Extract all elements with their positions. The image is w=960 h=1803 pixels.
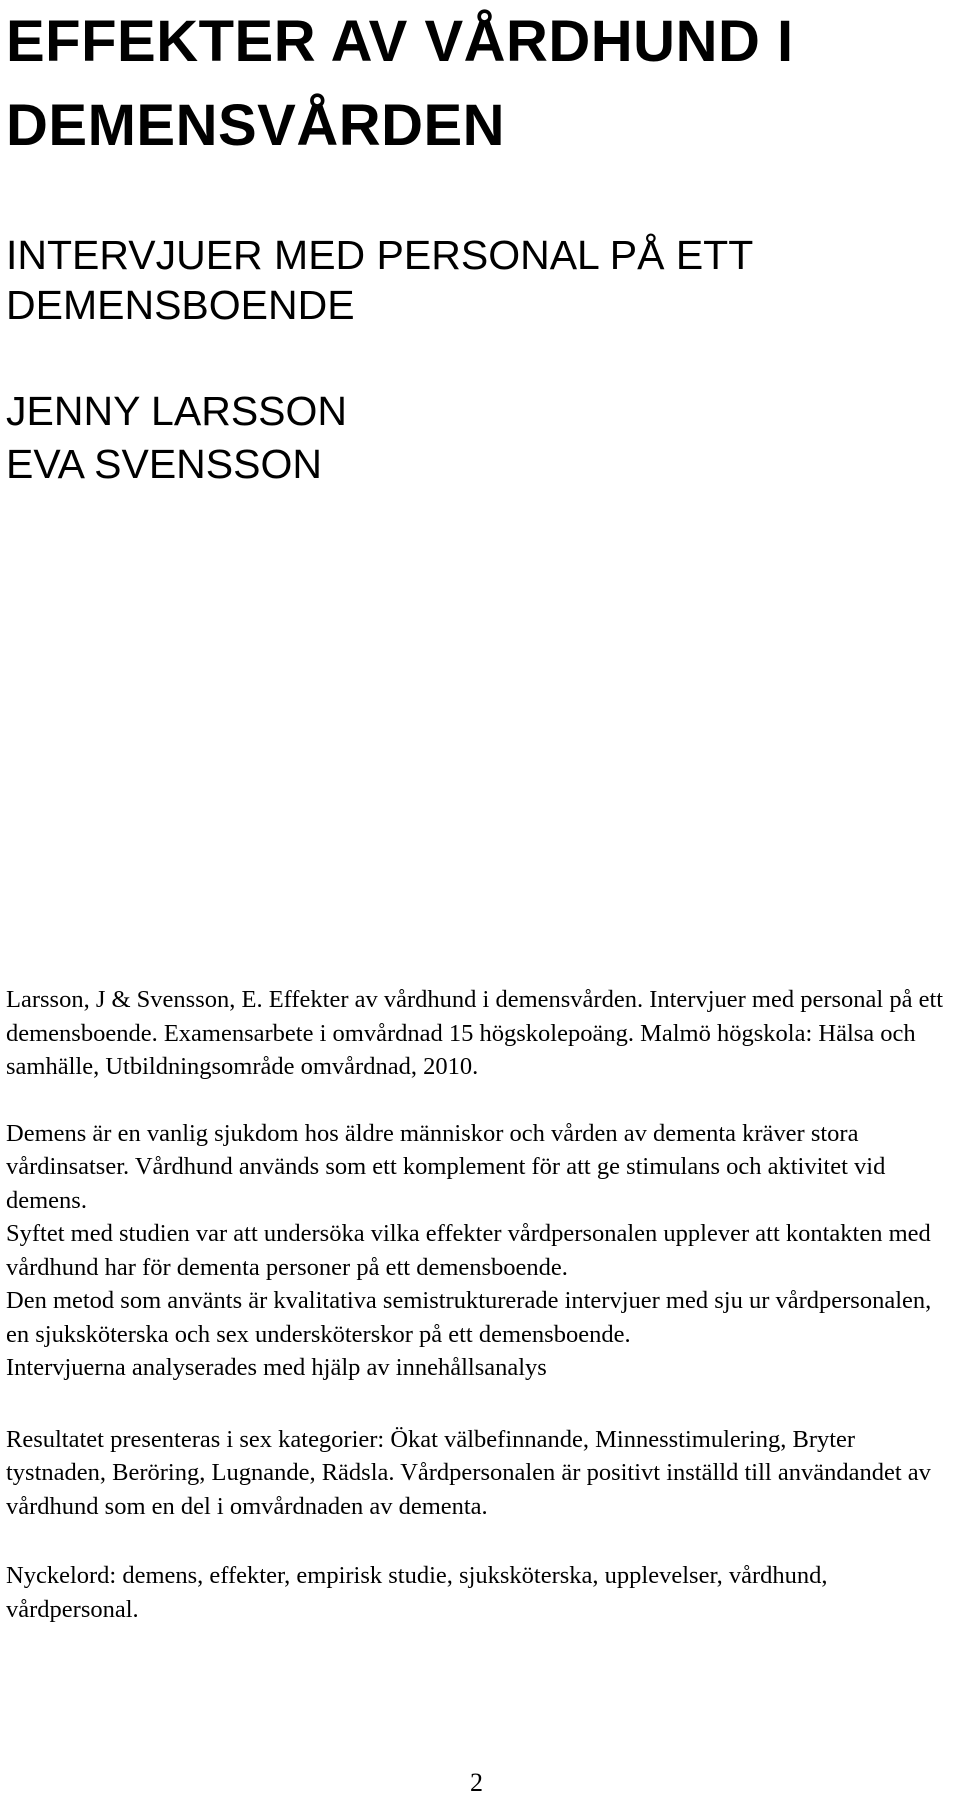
- author-list: [6, 385, 946, 491]
- author-name: JENNY LARSSON: [6, 388, 348, 434]
- abstract-paragraph: Syftet med studien var att undersöka vilka effekter vårdpersonalen upplever att kontakten med vårdhund har för dementa personer på ett demensboende.: [6, 1220, 931, 1281]
- keywords-paragraph: Nyckelord: demens, effekter, empirisk studie, sjuksköterska, upplevelser, vårdhund, vårdpersonal.: [6, 1562, 828, 1623]
- abstract-paragraph: Demens är en vanlig sjukdom hos äldre människor och vården av dementa kräver stora vårdinsatser. Vårdhund används som ett komplement för att ge stimulans och aktivitet vid demens.: [6, 1119, 886, 1214]
- page-number: 2: [470, 1768, 483, 1797]
- document-title: EFFEKTER AV VÅRDHUND I DEMENSVÅRDEN: [6, 9, 794, 158]
- document-subtitle: INTERVJUER MED PERSONAL PÅ ETT DEMENSBOENDE: [6, 232, 753, 328]
- abstract-section: [6, 983, 956, 1626]
- results-paragraph: Resultatet presenteras i sex kategorier: Ökat välbefinnande, Minnesstimulering, Bryter tystnaden, Beröring, Lugnande, Rädsla. Vårdpersonalen är positivt inställd till användandet av vårdhund som en del i omvårdnaden av dementa.: [6, 1425, 931, 1520]
- abstract-paragraph: Intervjuerna analyserades med hjälp av innehållsanalys: [6, 1354, 547, 1381]
- abstract-paragraph: Den metod som använts är kvalitativa semistrukturerade intervjuer med sju ur vårdpersonalen, en sjuksköterska och sex undersköterskor på ett demensboende.: [6, 1287, 932, 1348]
- citation-paragraph: Larsson, J & Svensson, E. Effekter av vårdhund i demensvården. Intervjuer med personal på ett demensboende. Examensarbete i omvårdnad 15 högskolepoäng. Malmö högskola: Hälsa och samhälle, Utbildningsområde omvårdnad, 2010.: [6, 986, 944, 1080]
- author-name: EVA SVENSSON: [6, 441, 322, 487]
